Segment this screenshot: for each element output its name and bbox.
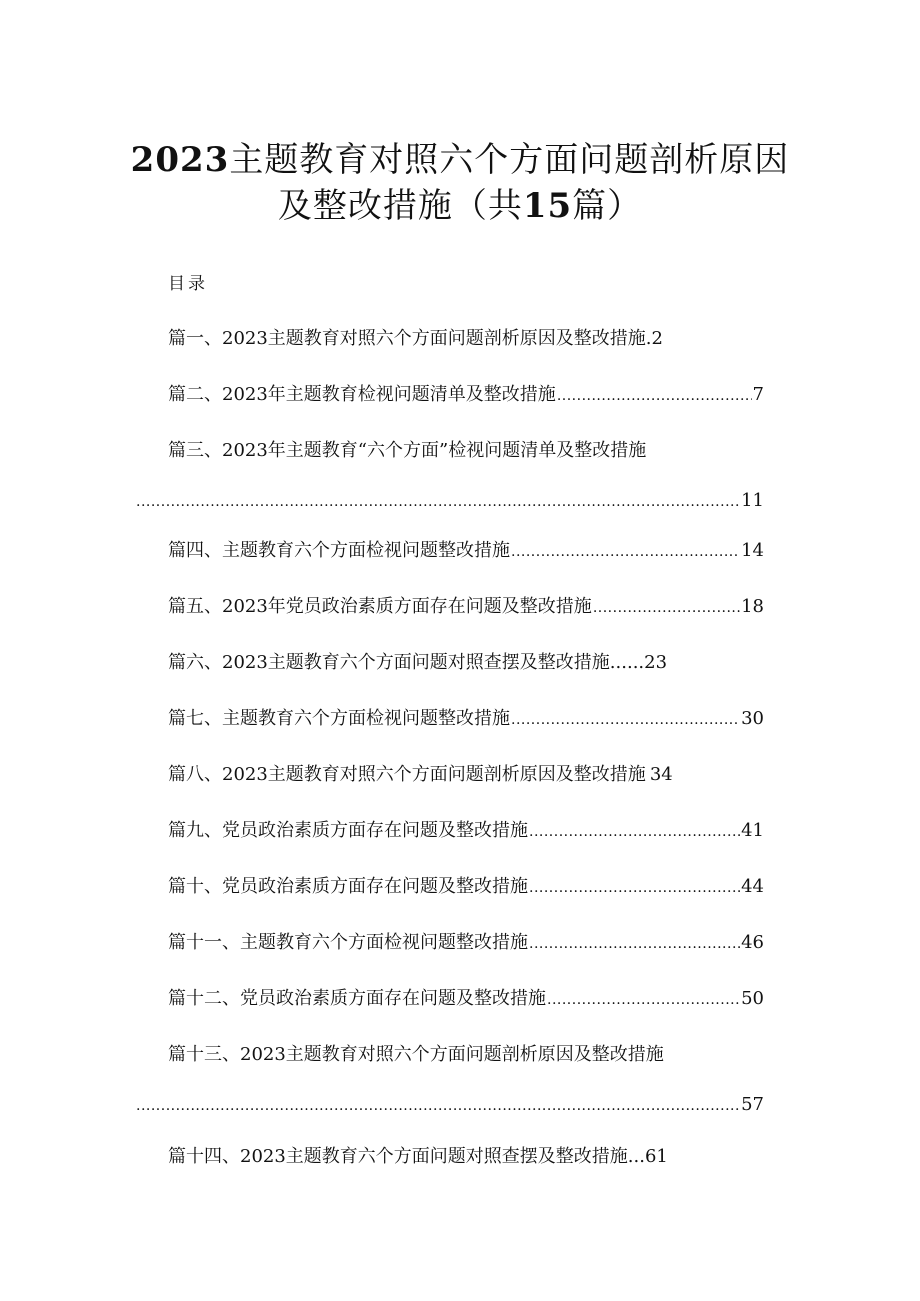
toc-entry-page: 30 [741,708,764,729]
toc-entry-page: 50 [741,988,764,1009]
toc-entry-11[interactable] [168,930,764,956]
title-count: 15 [522,186,573,226]
toc-leader-dots [547,987,740,1013]
toc-entry-2[interactable] [168,382,764,408]
toc-entry-page: 23 [644,652,668,673]
toc-entry-title: 篇四、主题教育六个方面检视问题整改措施 [168,540,510,561]
toc-entry-6[interactable] [168,650,764,676]
toc-entry-page: 34 [649,764,673,785]
toc-entry-5[interactable] [168,594,764,620]
toc-entry-7[interactable] [168,706,764,732]
toc-entry-title: 篇十、党员政治素质方面存在问题及整改措施 [168,876,528,897]
toc-entry-page: 14 [741,540,764,561]
toc-entry-13[interactable]: 篇十三、2023主题教育对照六个方面问题剖析原因及整改措施 [168,1044,664,1065]
title-year: 2023 [130,140,230,180]
toc-entry-title: 篇十四、2023主题教育六个方面问题对照查摆及整改措施... [168,1146,645,1167]
toc-leader-dots [529,931,740,957]
toc-entry-page: 44 [741,876,764,897]
toc-entry-page: 41 [741,820,764,841]
toc-entry-12[interactable] [168,986,764,1012]
toc-entry-8[interactable] [168,762,764,788]
toc-label: 目录 [168,274,208,294]
toc-entry-page: 57 [741,1094,764,1115]
toc-entry-title: 篇二、2023年主题教育检视问题清单及整改措施 [168,384,556,405]
toc-entry-page: 61 [644,1146,668,1167]
toc-leader-dots [136,1093,739,1119]
title-suffix: 篇） [572,186,643,226]
toc-leader-dots [557,383,752,409]
toc-entry-9[interactable] [168,818,764,844]
document-title-line-2 [0,186,920,226]
toc-entry-title: 篇七、主题教育六个方面检视问题整改措施 [168,708,510,729]
toc-entry-title: 篇六、2023主题教育六个方面问题对照查摆及整改措施...... [168,652,645,673]
toc-leader-dots [511,539,740,565]
toc-leader-dots [136,489,739,515]
toc-entry-4[interactable] [168,538,764,564]
toc-leader-dots [529,819,740,845]
toc-entry-title: 篇九、党员政治素质方面存在问题及整改措施 [168,820,528,841]
document-title-line-1 [0,140,920,180]
toc-entry-page: 46 [741,932,764,953]
toc-entry-title: 篇十一、主题教育六个方面检视问题整改措施 [168,932,528,953]
toc-entry-page: 18 [741,596,764,617]
title-prefix: 及整改措施（共 [277,186,523,226]
toc-entry-10[interactable] [168,874,764,900]
toc-entry-page: 11 [741,490,764,511]
toc-entry-title: 篇五、2023年党员政治素质方面存在问题及整改措施 [168,596,592,617]
toc-entry-13-continuation[interactable] [136,1092,764,1118]
toc-entry-title: 篇八、2023主题教育对照六个方面问题剖析原因及整改措施 [168,764,646,785]
toc-entry-title: 篇一、2023主题教育对照六个方面问题剖析原因及整改措施. [168,328,652,349]
toc-entry-3-continuation[interactable] [136,488,764,514]
toc-entry-page: 2 [651,328,663,349]
toc-entry-1[interactable] [168,326,764,352]
toc-entry-14[interactable] [168,1144,764,1170]
toc-leader-dots [593,595,740,621]
toc-leader-dots [511,707,740,733]
toc-leader-dots [529,875,740,901]
title-text: 主题教育对照六个方面问题剖析原因 [229,140,790,180]
toc-entry-page: 7 [752,384,764,405]
toc-entry-title: 篇十二、党员政治素质方面存在问题及整改措施 [168,988,546,1009]
toc-entry-3[interactable]: 篇三、2023年主题教育“六个方面”检视问题清单及整改措施 [168,440,647,461]
